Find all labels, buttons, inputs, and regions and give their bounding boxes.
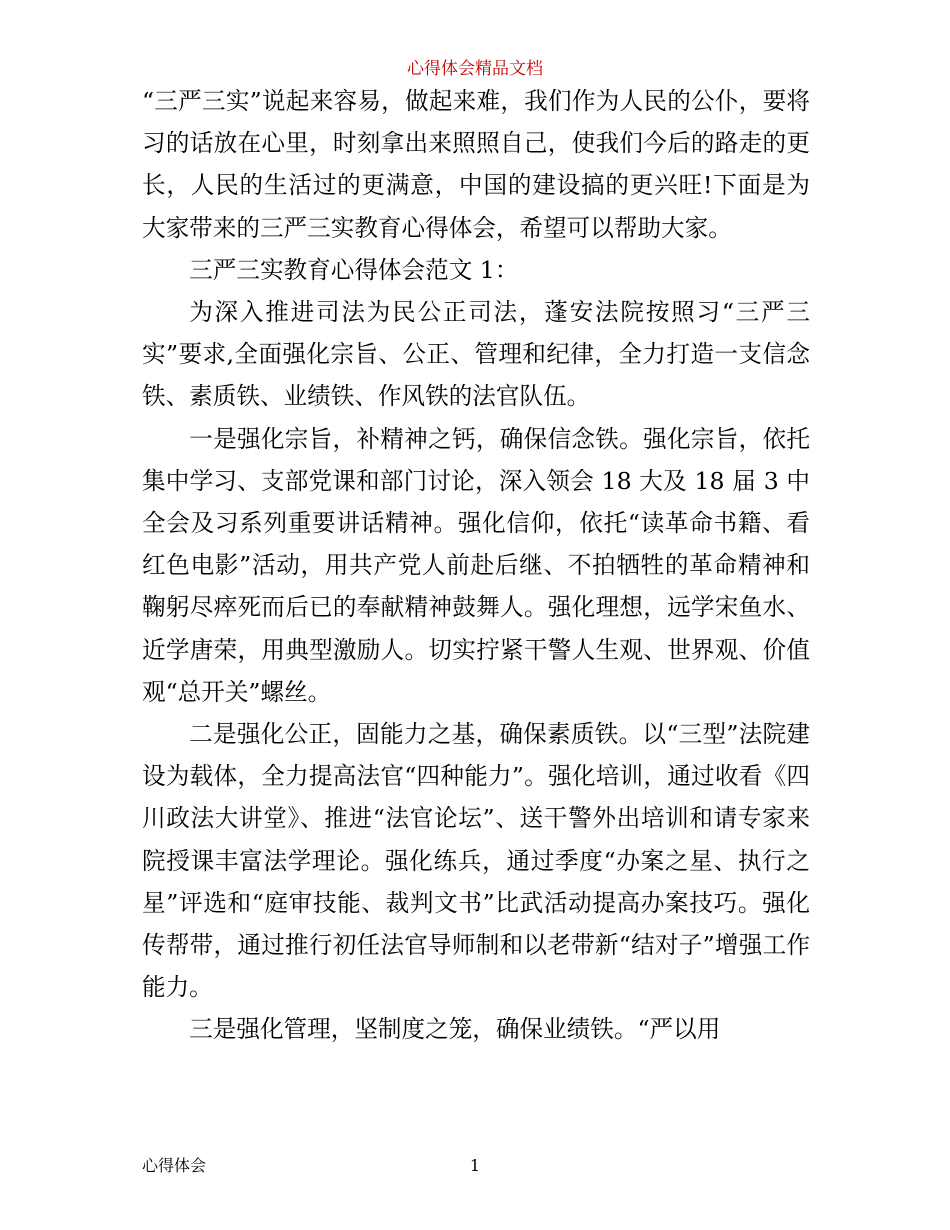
paragraph-point-1: 一是强化宗旨，补精神之钙，确保信念铁。强化宗旨，依托集中学习、支部党课和部门讨论，深入领会 18 大及 18 届 3 中全会及习系列重要讲话精神。强化信仰，依托“读革命书籍、看红色电影”活动，用共产党人前赴后继、不拍牺牲的革命精神和鞠躬尽瘁死而后已的奉献精神鼓舞人。强化理想，远学宋鱼水、近学唐荣，用典型激励人。切实拧紧干警人生观、世界观、价值观“总开关”螺丝。 [142,424,810,706]
page-number: 1 [469,1156,481,1175]
paragraph-point-3: 三是强化管理，坚制度之笼，确保业绩铁。“严以用 [189,1015,721,1044]
page-header-title: 心得体会精品文档 [407,59,543,79]
paragraph-point-2: 二是强化公正，固能力之基，确保素质铁。以“三型”法院建设为载体，全力提高法官“四种能力”。强化培训，通过收看《四川政法大讲堂》、推进“法官论坛”、送干警外出培训和请专家来院授课丰富法学理论。强化练兵，通过季度“办案之星、执行之星”评选和“庭审技能、裁判文书”比武活动提高办案技巧。强化传帮带，通过推行初任法官导师制和以老带新“结对子”增强工作能力。 [142,720,810,1002]
paragraph-intro: “三严三实”说起来容易，做起来难，我们作为人民的公仆，要将习的话放在心里，时刻拿出来照照自己，使我们今后的路走的更长，人民的生活过的更满意，中国的建设搞的更兴旺!下面是为大家带来的三严三实教育心得体会，希望可以帮助大家。 [142,87,810,242]
paragraph-heading-sample-1: 三严三实教育心得体会范文 1： [189,255,519,284]
footer-label: 心得体会 [142,1156,207,1175]
paragraph-overview: 为深入推进司法为民公正司法，蓬安法院按照习“三严三实”要求,全面强化宗旨、公正、管理和纪律，全力打造一支信念铁、素质铁、业绩铁、作风铁的法官队伍。 [142,298,810,411]
document-body [142,80,810,1051]
